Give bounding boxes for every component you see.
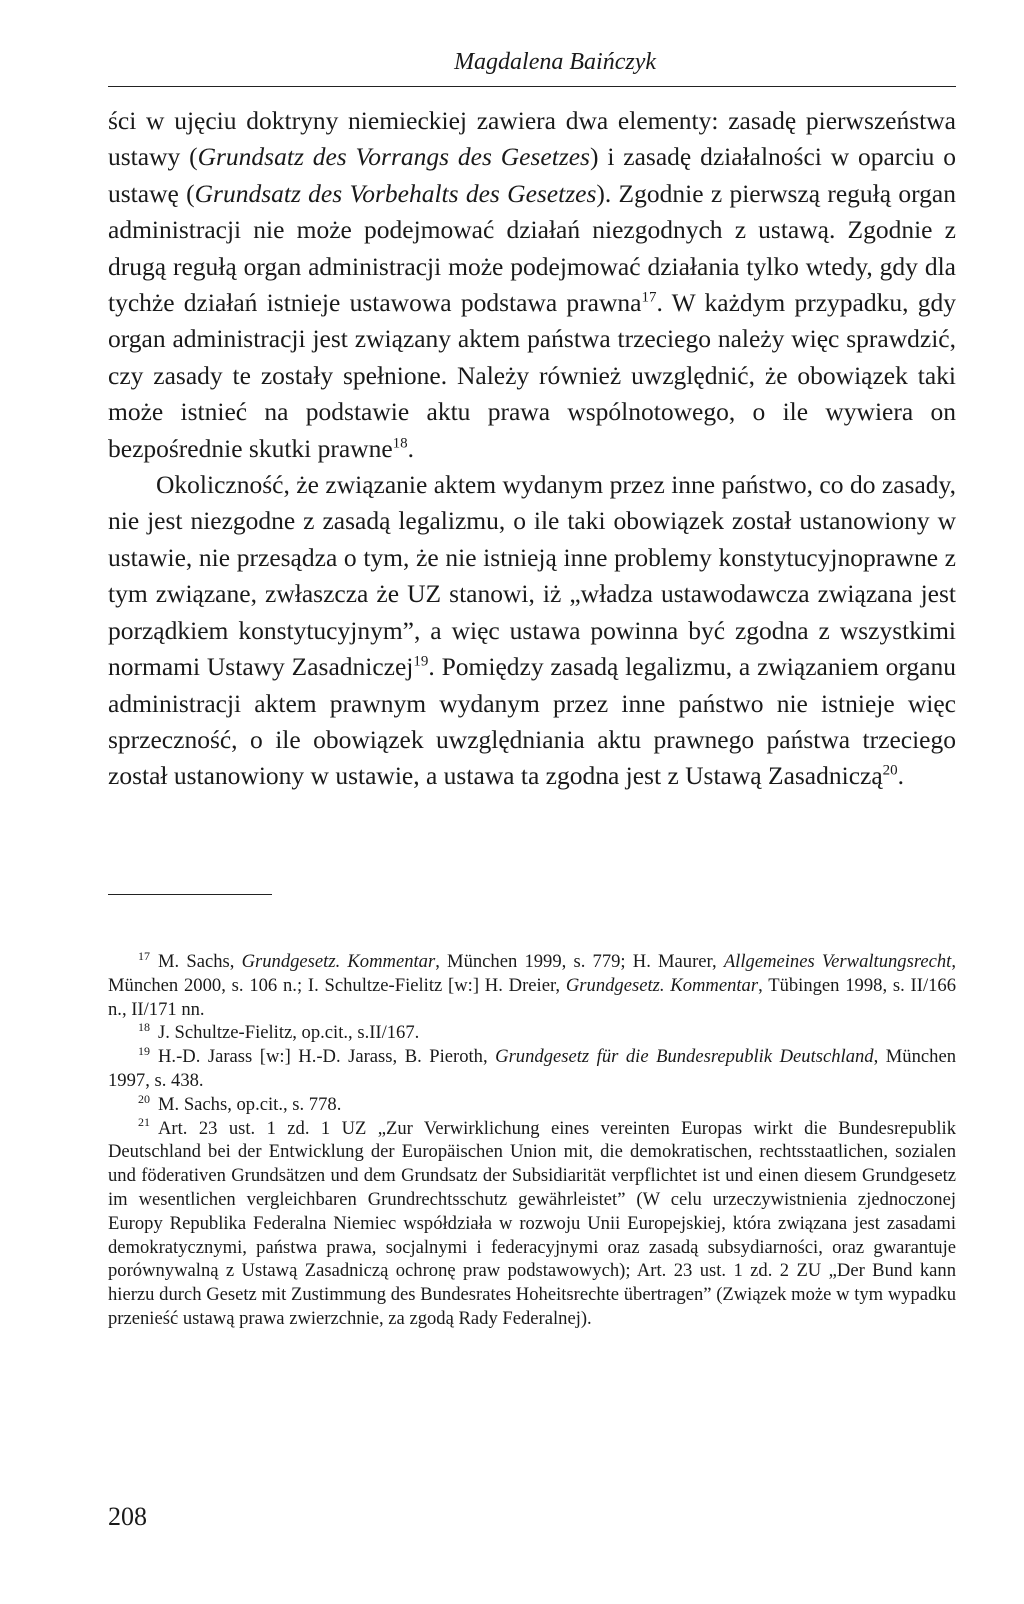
text-run: Okoliczność, że związanie aktem wydanym przez inne państwo, co do zasady, nie jest niezgodne z zasadą legalizmu, o ile taki obowiązek został ustanowiony w ustawie, nie przesądza o tym, że nie istnieją inne problemy konstytucyjnoprawne z tym związane, zwłaszcza że UZ stanowi, iż „władza ustawodawcza związana jest porządkiem konstytucyjnym”, a więc ustawa powinna być zgodna z wszystkimi normami Ustawy Zasadniczej bbox=[108, 470, 956, 682]
text-run: , München 1999, s. 779; H. Maurer, bbox=[435, 951, 724, 972]
text-run: ści w ujęciu doktryny niemieckiej zawiera dwa elementy: zasadę pierwszeństwa ustawy ( bbox=[108, 106, 956, 172]
footnote-20 bbox=[108, 1093, 956, 1117]
text-run-italic: Grundgesetz. Kommentar bbox=[565, 974, 759, 996]
footnotes bbox=[108, 950, 956, 1331]
text-run: ). Zgodnie z pierwszą regułą organ administracji nie może podejmować działań niezgodnych z ustawą. Zgodnie z drugą regułą organ administracji może podejmować działania tylko wtedy, gdy dla tychże działań istnieje ustawowa podstawa prawna bbox=[108, 178, 956, 318]
text-run: ) i zasadę działalności w oparciu o ustawę ( bbox=[108, 142, 957, 208]
footnote-ref[interactable]: 19 bbox=[413, 653, 429, 670]
text-run: . bbox=[897, 761, 905, 791]
text-run-italic: Allgemeines Verwaltungsrecht bbox=[723, 951, 952, 972]
text-run: , München 1997, s. 438. bbox=[108, 1046, 956, 1091]
text-run-italic: Grundgesetz für die Bundesrepublik Deutschland bbox=[495, 1046, 874, 1068]
page-number: 208 bbox=[108, 1502, 147, 1531]
text-run: . bbox=[407, 433, 415, 463]
footnote-number: 20 bbox=[138, 1091, 150, 1106]
text-run: M. Sachs, op.cit., s. 778. bbox=[158, 1093, 342, 1115]
footnote-number: 17 bbox=[138, 948, 150, 963]
text-run: H.-D. Jarass [w:] H.-D. Jarass, B. Pieroth, bbox=[158, 1046, 496, 1068]
text-run: J. Schultze-Fielitz, op.cit., s.II/167. bbox=[158, 1022, 420, 1044]
text-run: Art. 23 ust. 1 zd. 1 UZ „Zur Verwirklichung eines vereinten Europas wirkt die Bundesrepublik Deutschland bei der Entwicklung der Europäischen Union mit, die demokratischen, rechtsstaatlichen, sozialen und föderativen Grundsätzen und dem Grundsatz der Subsidiarität verpflichtet ist und einen diesem Grundgesetz im wesentlichen vergleichbaren Grundrechtsschutz gewährleistet” (W celu urzeczywistnienia zjednoczonej Europy Republika Federalna Niemiec współdziała w rozwoju Unii Europejskiej, która związana jest zasadami demokratycznymi, państwa prawa, socjalnymi i federacyjnymi oraz zasadą subsydiarności, oraz gwarantuje porównywalną z Ustawą Zasadniczą ochronę praw podstawowych); Art. 23 ust. 1 zd. 2 ZU „Der Bund kann hierzu durch Gesetz mit Zustimmung des Bundesrates Hoheitsrechte übertragen” (Związek może w tym wypadku przenieść ustawą prawa zwierzchnie, za zgodą Rady Federalnej). bbox=[108, 1117, 956, 1329]
footnote-number: 18 bbox=[138, 1020, 150, 1035]
footnote-19 bbox=[108, 1045, 956, 1093]
text-run: M. Sachs, bbox=[158, 951, 242, 972]
footnote-17 bbox=[108, 950, 956, 1021]
text-run: , Tübingen 1998, s. II/166 n., II/171 nn. bbox=[108, 974, 956, 1020]
text-run-italic: Grundsatz des Vorbehalts des Gesetzes bbox=[194, 178, 597, 208]
footnote-separator bbox=[108, 894, 272, 895]
text-run-italic: Grundsatz des Vorrangs des Gesetzes bbox=[197, 142, 590, 172]
text-run: , München 2000, s. 106 n.; I. Schultze-Fielitz [w:] H. Dreier, bbox=[108, 951, 956, 996]
footnote-number: 19 bbox=[138, 1044, 150, 1058]
footnote-ref[interactable]: 18 bbox=[392, 435, 408, 452]
footnote-18 bbox=[108, 1021, 956, 1045]
text-run: . Pomiędzy zasadą legalizmu, a związaniem organu administracji aktem prawnym wydanym przez inne państwo nie istnieje więc sprzeczność, o ile obowiązek uwzględniania aktu prawnego państwa trzeciego został ustanowiony w ustawie, a ustawa ta zgodna jest z Ustawą Zasadniczą bbox=[108, 652, 957, 791]
footnote-ref[interactable]: 20 bbox=[882, 762, 898, 779]
text-run: . W każdym przypadku, gdy organ administracji jest związany aktem państwa trzeciego należy więc sprawdzić, czy zasady te zostały spełnione. Należy również uwzględnić, że obowiązek taki może istnieć na podstawie aktu prawa wspólnotowego, o ile wywiera on bezpośrednie skutki prawne bbox=[108, 288, 956, 463]
text-run-italic: Grundgesetz. Kommentar bbox=[241, 951, 436, 972]
body-paragraph bbox=[108, 103, 956, 467]
footnote-number: 21 bbox=[138, 1115, 150, 1130]
footnote-ref[interactable]: 17 bbox=[641, 289, 657, 306]
body-text bbox=[108, 103, 956, 795]
body-paragraph bbox=[108, 467, 956, 795]
footnote-21 bbox=[108, 1117, 956, 1331]
running-head-author: Magdalena Baińczyk bbox=[454, 49, 656, 75]
header-rule bbox=[108, 86, 956, 87]
